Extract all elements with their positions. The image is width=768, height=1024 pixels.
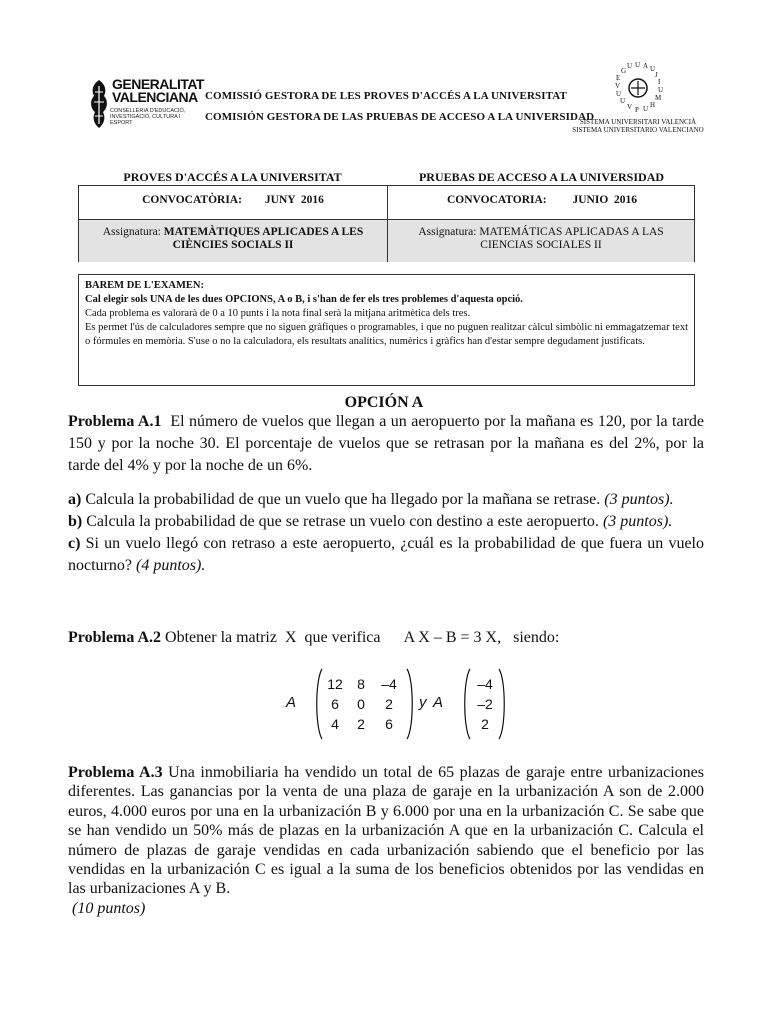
matrix-a-cell: 8 bbox=[357, 676, 365, 692]
generalitat-logo-line1: GENERALITAT bbox=[112, 76, 204, 92]
part-c-text: Si un vuelo llegó con retraso a este aeropuerto, ¿cuál es la probabilidad de que fuera un vuelo nocturno? bbox=[68, 535, 705, 574]
generalitat-logo bbox=[88, 76, 204, 136]
generalitat-logo-line2: VALENCIANA bbox=[112, 89, 198, 105]
convocatoria-ca: CONVOCATÒRIA: JUNY 2016 bbox=[142, 194, 324, 206]
matrix-a-cell: 6 bbox=[331, 696, 339, 712]
barem-line3: Es permet l'ús de calculadores sempre que no siguen gràfiques o programables, i que no puguen realitzar càlcul simbòlic ni emmagatzemar text o fórmules en memòria. S'use o no la calculadora, els resultats analítics, numèrics i gràfics han d'estar sempre degudament justificats. bbox=[85, 322, 688, 347]
assignatura-ca bbox=[79, 220, 387, 262]
suv-logo bbox=[570, 58, 706, 138]
problem-a3-points: (10 puntos) bbox=[72, 899, 146, 917]
problem-a1-part-b bbox=[68, 511, 704, 533]
matrix-a bbox=[322, 676, 408, 736]
svg-text:P: P bbox=[635, 106, 639, 114]
barem-line2: Cada problema es valorarà de 0 a 10 punts i la nota final serà la mitjana aritmètica dels tres. bbox=[85, 308, 471, 319]
option-title: OPCIÓN A bbox=[344, 394, 424, 411]
svg-text:A: A bbox=[643, 62, 649, 70]
svg-text:V: V bbox=[627, 103, 633, 111]
suv-line1: SISTEMA UNIVERSITARI VALENCIÀ bbox=[579, 118, 697, 126]
svg-text:H: H bbox=[650, 101, 656, 109]
part-a-label: a) bbox=[68, 491, 82, 508]
suv-seal-icon bbox=[605, 58, 671, 116]
part-b-text: Calcula la probabilidad de que se retrase un vuelo con destino a este aeropuerto. bbox=[86, 513, 599, 530]
commission-es: COMISIÓN GESTORA DE LAS PRUEBAS DE ACCESO A LA UNIVERSIDAD bbox=[205, 111, 595, 123]
commission-heading bbox=[205, 86, 594, 128]
part-b-label: b) bbox=[68, 513, 83, 530]
barem-line1: Cal elegir sols UNA de les dues OPCIONS, A o B, i s'han de fer els tres problemes d'aquesta opció. bbox=[85, 294, 523, 305]
svg-text:G: G bbox=[621, 67, 627, 75]
matrix-a-cell: –4 bbox=[381, 676, 397, 692]
commission-ca: COMISSIÓ GESTORA DE LES PROVES D'ACCÉS A LA UNIVERSITAT bbox=[205, 90, 567, 102]
problem-a2-label: Problema A.2 bbox=[68, 629, 162, 646]
matrix-b-cell: –4 bbox=[477, 676, 493, 692]
matrix-a-right-paren bbox=[406, 668, 416, 740]
problem-a2-equation: A X – B = 3 X, bbox=[403, 629, 502, 646]
assignatura-value-es: MATEMÁTICAS APLICADAS A LAS CIENCIAS SOCIALES II bbox=[479, 226, 664, 251]
matrix-a-cell: 2 bbox=[385, 696, 393, 712]
svg-text:I: I bbox=[658, 78, 661, 86]
part-b-points: (3 puntos). bbox=[602, 513, 673, 530]
problem-a1-text: El número de vuelos que llegan a un aeropuerto por la mañana es 120, por la tarde 150 y por la noche 30. El porcentaje de vuelos que se retrasan por la mañana es del 2%, por la tarde del 4% y por la noche de un 6%. bbox=[68, 413, 705, 474]
problem-a3-text: Una inmobiliaria ha vendido un total de 65 plazas de garaje entre urbanizaciones diferentes. Las ganancias por la venta de una plaza de garaje en la urbanización A son de 2.000 euros, 4.000 euros por una en la urbanización B y 6.000 por una en la urbanización C. Se sabe que se han vendido un 50% más de plazas en la urbanización A que en la urbanización C. Calcula el número de plazas de garaje vendidas en cada urbanización sabiendo que el beneficio por las vendidas en la urbanización C es igual a la suma de los beneficios obtenidos por las vendidas en las urbanizaciones A y B. bbox=[68, 764, 704, 898]
convocatoria-es: CONVOCATORIA: JUNIO 2016 bbox=[446, 194, 638, 206]
assignatura-label: Assignatura: bbox=[418, 226, 477, 238]
part-a-points: (3 puntos). bbox=[604, 491, 674, 508]
problem-a1-parts bbox=[68, 489, 704, 577]
problem-a2-siendo: siendo: bbox=[513, 629, 560, 646]
svg-text:E: E bbox=[616, 74, 621, 82]
svg-text:U: U bbox=[620, 97, 626, 105]
svg-text:U: U bbox=[650, 65, 656, 73]
part-c-points: (4 puntos). bbox=[135, 557, 206, 574]
barem-title: BAREM DE L'EXAMEN: bbox=[85, 280, 205, 291]
matrix-a-cell: 12 bbox=[327, 676, 343, 692]
problem-a3 bbox=[68, 763, 704, 918]
matrix-a-label: A bbox=[286, 694, 297, 711]
problem-a2-text: Obtener la matriz X que verifica bbox=[165, 629, 381, 646]
matrix-b-cell: 2 bbox=[481, 716, 489, 732]
svg-text:U: U bbox=[627, 62, 633, 70]
header-pruebas-es: PRUEBAS DE ACCESO A LA UNIVERSIDAD bbox=[418, 170, 665, 184]
matrix-a-cell: 0 bbox=[357, 696, 365, 712]
matrix-a-cell: 6 bbox=[385, 716, 393, 732]
svg-text:U: U bbox=[658, 86, 664, 94]
suv-line2: SISTEMA UNIVERSITARIO VALENCIANO bbox=[572, 126, 704, 134]
svg-text:M: M bbox=[655, 94, 662, 102]
problem-a3-label: Problema A.3 bbox=[68, 764, 163, 781]
problem-a2 bbox=[68, 627, 704, 649]
svg-text:U: U bbox=[616, 90, 622, 98]
matrix-a-cell: 4 bbox=[331, 716, 339, 732]
svg-text:J: J bbox=[655, 71, 658, 79]
matrix-a-cell: 2 bbox=[357, 716, 365, 732]
matrix-conj: y bbox=[419, 694, 427, 711]
assignatura-es bbox=[388, 220, 694, 262]
matrix-b-label: A bbox=[433, 694, 444, 711]
matrix-b bbox=[470, 676, 500, 736]
matrix-b-right-paren bbox=[498, 668, 508, 740]
part-a-text: Calcula la probabilidad de que un vuelo que ha llegado por la mañana se retrase. bbox=[85, 491, 601, 508]
generalitat-emblem-icon bbox=[88, 78, 110, 130]
assignatura-label: Assignatura: bbox=[102, 226, 161, 238]
part-c-label: c) bbox=[68, 535, 81, 552]
svg-text:U: U bbox=[635, 61, 641, 69]
exam-info-table bbox=[78, 185, 695, 262]
header-proves-ca: PROVES D'ACCÉS A LA UNIVERSITAT bbox=[123, 170, 342, 184]
barem-box bbox=[78, 274, 695, 386]
conselleria-name: CONSELLERIA D'EDUCACIÓ, INVESTIGACIÓ, CULTURA I ESPORT bbox=[110, 108, 186, 126]
matrix-b-cell: –2 bbox=[477, 696, 493, 712]
problem-a1-part-a bbox=[68, 489, 704, 511]
svg-text:U: U bbox=[643, 105, 649, 113]
assignatura-value-ca: MATEMÀTIQUES APLICADES A LES CIÈNCIES SOCIALS II bbox=[163, 226, 364, 251]
problem-a1-part-c bbox=[68, 533, 704, 577]
svg-text:V: V bbox=[615, 82, 621, 90]
problem-a1-label: Problema A.1 bbox=[68, 413, 162, 430]
problem-a1 bbox=[68, 411, 704, 477]
